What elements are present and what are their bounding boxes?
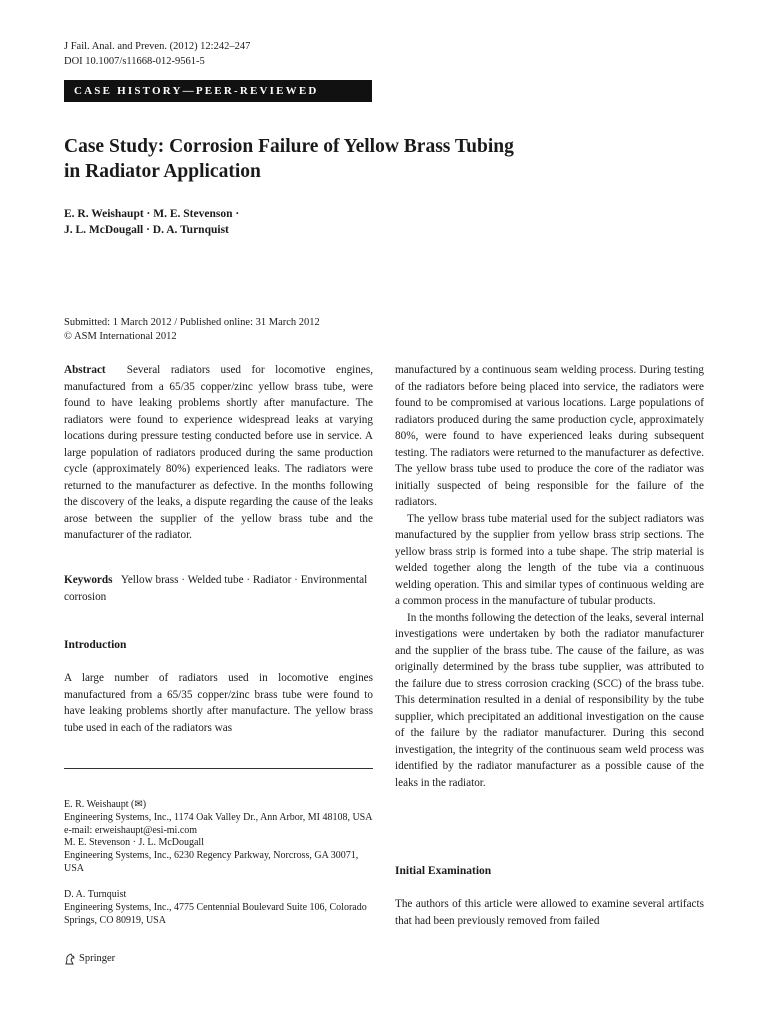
initial-examination-heading: Initial Examination	[395, 865, 492, 877]
affiliation-1-address: Engineering Systems, Inc., 1174 Oak Valley Dr., Ann Arbor, MI 48108, USA	[64, 812, 373, 823]
affiliation-3-name: D. A. Turnquist	[64, 889, 127, 900]
article-type-banner	[64, 80, 372, 102]
publisher-name: Springer	[79, 953, 116, 964]
introduction-body	[64, 670, 373, 736]
doi: DOI 10.1007/s11668-012-9561-5	[64, 56, 205, 67]
authors-line-2: J. L. McDougall · D. A. Turnquist	[64, 224, 229, 236]
banner-text: CASE HISTORY—PEER-REVIEWED	[74, 85, 319, 97]
article-title	[64, 134, 624, 184]
copyright: © ASM International 2012	[64, 330, 177, 342]
keywords	[64, 572, 373, 605]
affiliation-3	[64, 888, 373, 927]
abstract	[64, 362, 373, 544]
springer-horse-icon	[64, 953, 76, 965]
abstract-text: Several radiators used for locomotive engines, manufactured from a 65/35 copper/zinc yellow brass tube, were found to have leaking problems shortly after manufacture. The radiators were found to experience widespread leaks at varying locations during pressure testing conducted before use in service. A large population of radiators produced during the same production cycle (approximately 80%) experienced leaks. The radiators were returned to the manufacturer as defective. In the months following the discovery of the leaks, a dispute regarding the cause of the leaks arose between the supplier of the yellow brass tube and the manufacturer of the radiator.	[64, 364, 373, 541]
affiliation-2	[64, 836, 373, 875]
publication-dates	[64, 316, 320, 343]
introduction-heading: Introduction	[64, 639, 127, 651]
title-line-1: Case Study: Corrosion Failure of Yellow Brass Tubing	[64, 136, 514, 157]
keywords-text: Yellow brass · Welded tube · Radiator · Environmental corrosion	[64, 574, 368, 603]
affiliation-2-address: Engineering Systems, Inc., 6230 Regency Parkway, Norcross, GA 30071, USA	[64, 850, 359, 874]
right-paragraph-3: In the months following the detection of the leaks, several internal investigations were undertaken by both the radiator manufacturer and the supplier of the brass tube. The cause of the failure, as was originally determined by the brass tube supplier, was attributed to the failure due to stress corrosion cracking (SCC) of the brass tube. This determination resulted in a denial of responsibility by the tube supplier, which precipitated an additional investigation on the cause of the failure by the radiator manufacturer. During this second investigation, the integrity of the continuous seam weld process was identified by the radiator manufacturer as a possible cause of the leaks in the radiator.	[395, 611, 704, 789]
right-paragraph-2: The yellow brass tube material used for the subject radiators was manufactured by the supplier from yellow brass strip sections. The yellow brass strip is formed into a tube shape. The strip material is welded together along the length of the tube via a continuous welding operation. This and similar types of continuous welding are a common process in the manufacture of tubular products.	[395, 512, 704, 607]
keywords-label: Keywords	[64, 574, 113, 586]
publisher-footer	[64, 952, 115, 966]
affiliation-1-email: e-mail: erweishaupt@esi-mi.com	[64, 825, 198, 836]
affiliation-2-name: M. E. Stevenson · J. L. McDougall	[64, 837, 204, 848]
journal-reference: J Fail. Anal. and Preven. (2012) 12:242–247	[64, 41, 251, 52]
title-line-2: in Radiator Application	[64, 161, 261, 182]
right-column-body	[395, 362, 704, 791]
submitted-published: Submitted: 1 March 2012 / Published online: 31 March 2012	[64, 317, 320, 328]
right-paragraph-1: manufactured by a continuous seam welding process. During testing of the radiators before being placed into service, the radiators were found to be compromised at various locations. Large populations of radiators produced during the same production cycle, approximately 80%, were found to have experienced leaks during subsequent testing. The radiators were returned to the manufacturer as defective. The yellow brass tube used to produce the core of the radiator was initially suspected of being responsible for the failure of the radiators.	[395, 364, 704, 508]
abstract-label: Abstract	[64, 364, 106, 376]
footnote-divider	[64, 768, 373, 769]
affiliation-1	[64, 798, 373, 837]
affiliation-1-name: E. R. Weishaupt (✉)	[64, 799, 147, 810]
introduction-paragraph: A large number of radiators used in locomotive engines manufactured from a 65/35 copper/zinc brass tube were found to have leaking problems shortly after manufacture. The yellow brass tube used in each of the radiators was	[64, 672, 373, 734]
initial-examination-body	[395, 896, 704, 929]
authors-line-1: E. R. Weishaupt · M. E. Stevenson ·	[64, 208, 240, 220]
affiliation-3-address: Engineering Systems, Inc., 4775 Centennial Boulevard Suite 106, Colorado Springs, CO 80919, USA	[64, 902, 367, 926]
author-list	[64, 206, 464, 238]
initial-examination-paragraph: The authors of this article were allowed to examine several artifacts that had been previously removed from failed	[395, 898, 704, 927]
